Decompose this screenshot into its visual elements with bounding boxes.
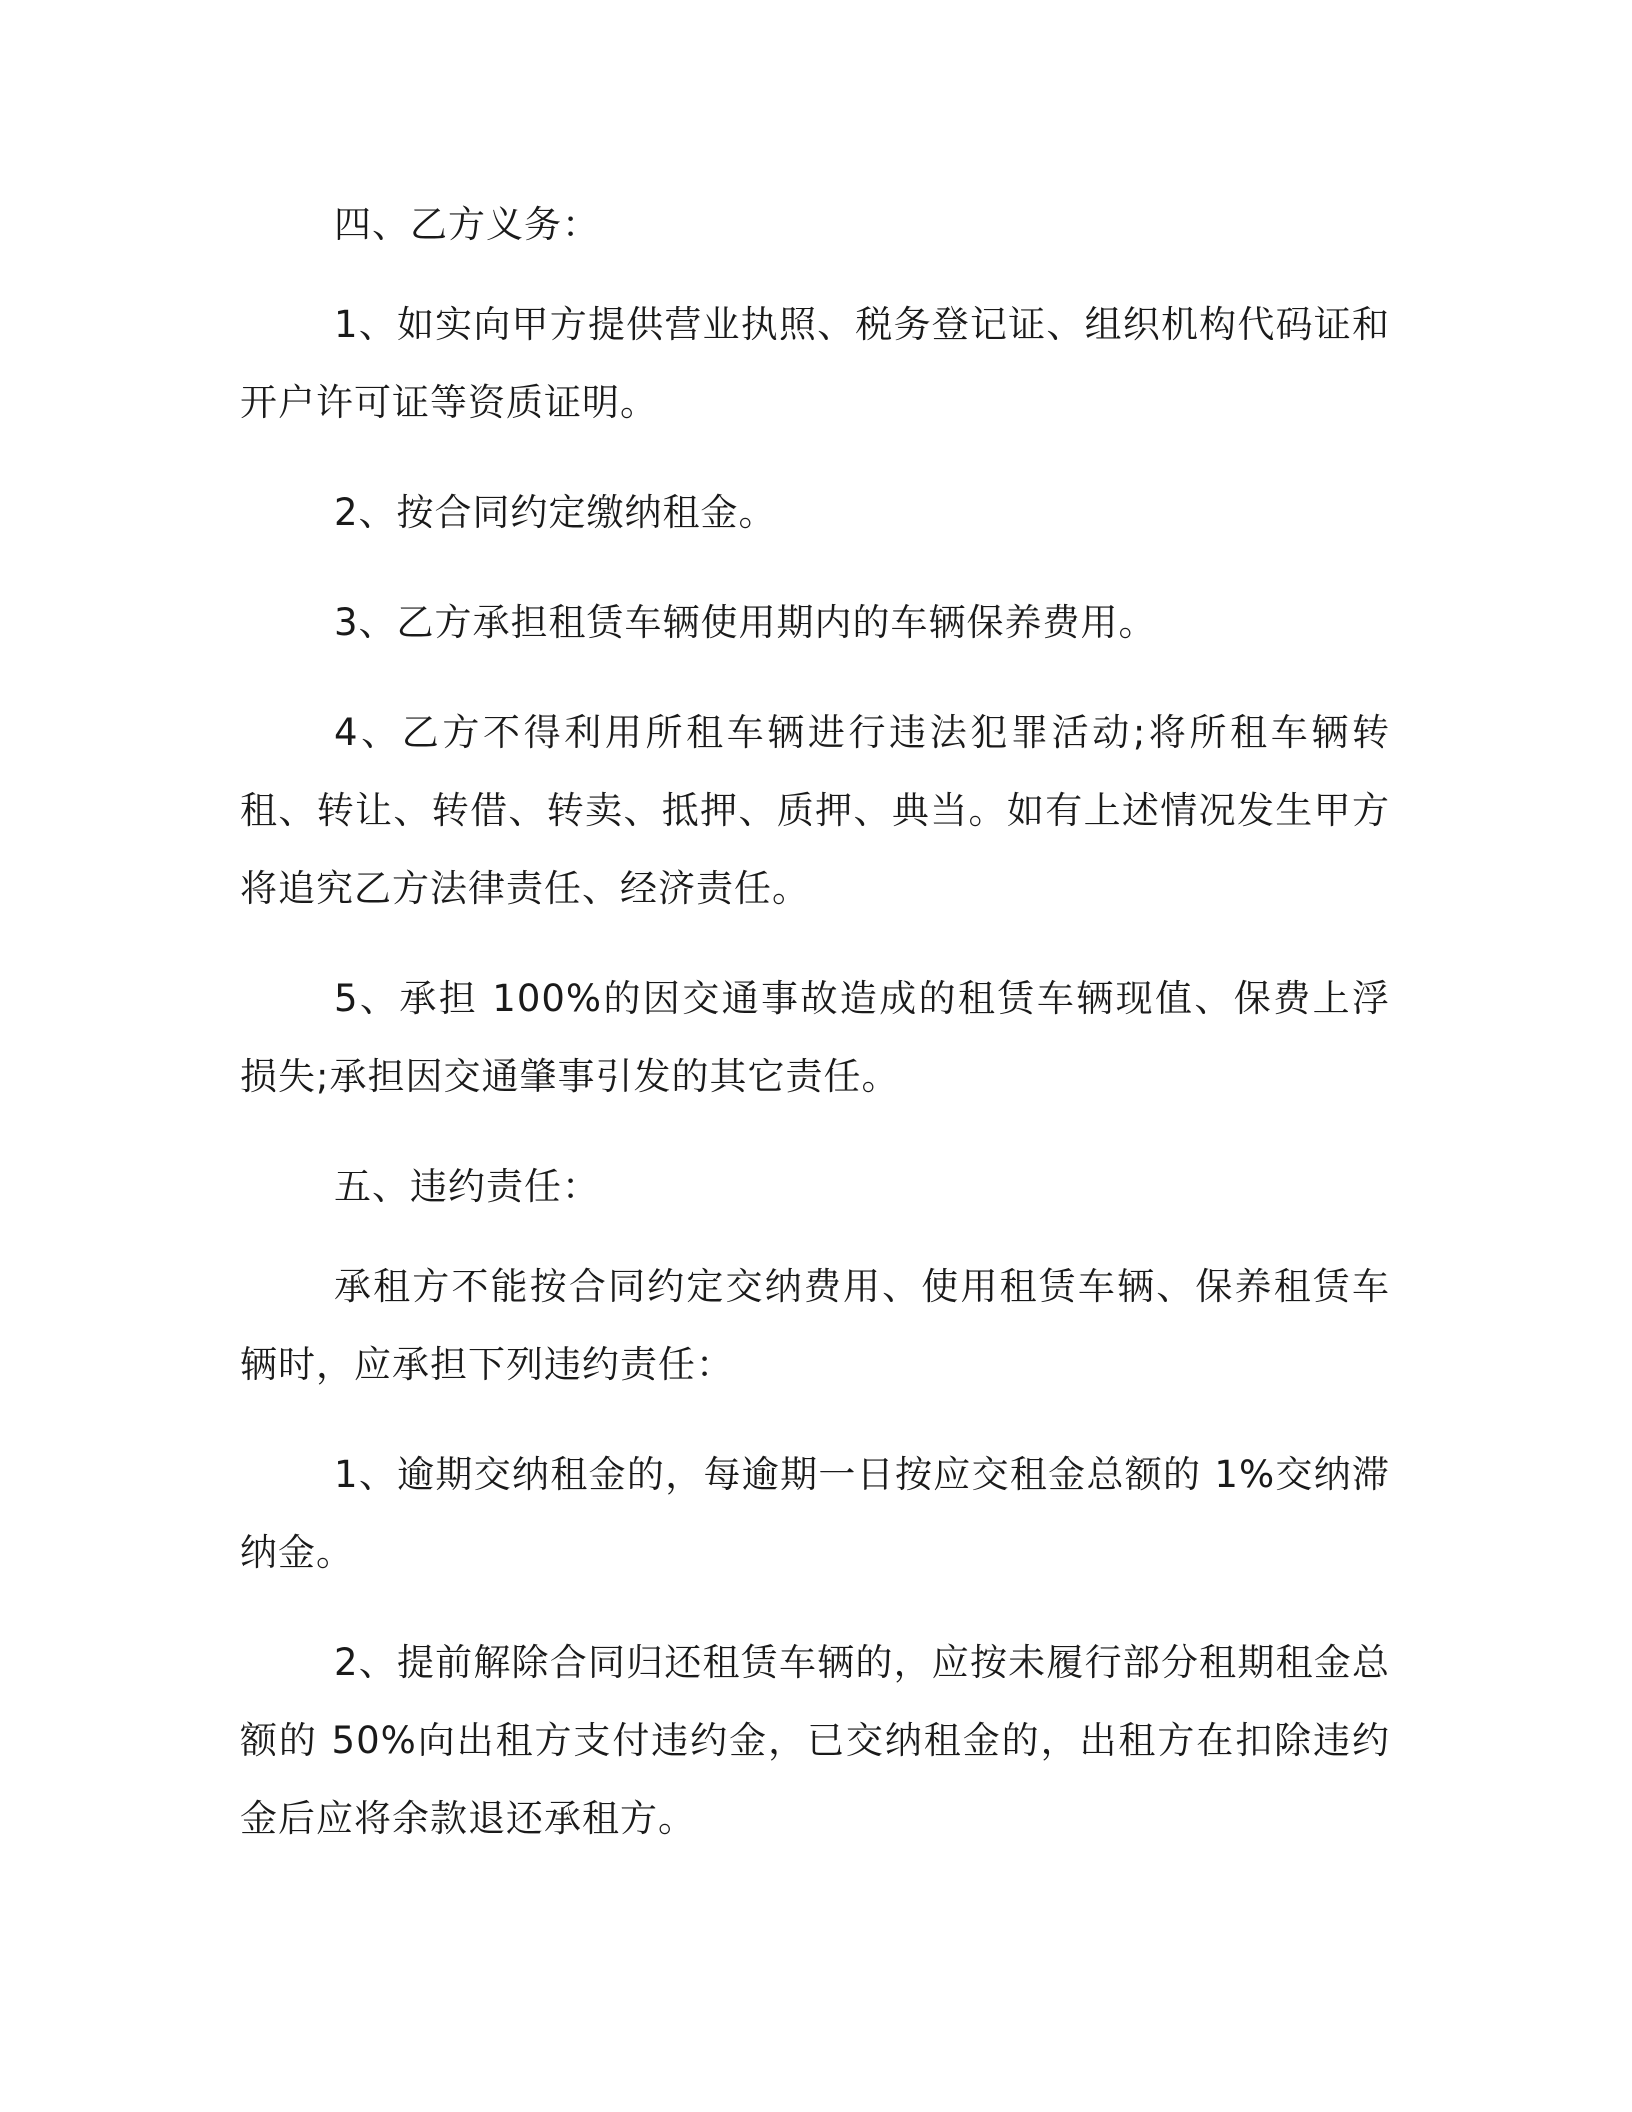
section-five-intro: 承租方不能按合同约定交纳费用、使用租赁车辆、保养租赁车辆时，应承担下列违约责任： [240,1265,1390,1386]
section-four-heading: 四、乙方义务： [334,203,600,246]
section-four-item-2: 2、按合同约定缴纳租金。 [334,491,777,534]
section-four-item-4: 4、乙方不得利用所租车辆进行违法犯罪活动;将所租车辆转租、转让、转借、转卖、抵押、质押、典当。如有上述情况发生甲方将追究乙方法律责任、经济责任。 [240,711,1390,910]
section-five-item-1: 1、逾期交纳租金的，每逾期一日按应交租金总额的 1%交纳滞纳金。 [240,1453,1390,1574]
section-five-heading: 五、违约责任： [334,1165,600,1208]
section-four-item-1: 1、如实向甲方提供营业执照、税务登记证、组织机构代码证和开户许可证等资质证明。 [240,303,1390,424]
section-five-item-2: 2、提前解除合同归还租赁车辆的，应按未履行部分租期租金总额的 50%向出租方支付违约金，已交纳租金的，出租方在扣除违约金后应将余款退还承租方。 [240,1641,1390,1840]
section-four-item-3: 3、乙方承担租赁车辆使用期内的车辆保养费用。 [334,601,1157,644]
document-page [240,186,1390,1890]
section-four-item-5: 5、承担 100%的因交通事故造成的租赁车辆现值、保费上浮损失;承担因交通肇事引发的其它责任。 [240,977,1390,1098]
